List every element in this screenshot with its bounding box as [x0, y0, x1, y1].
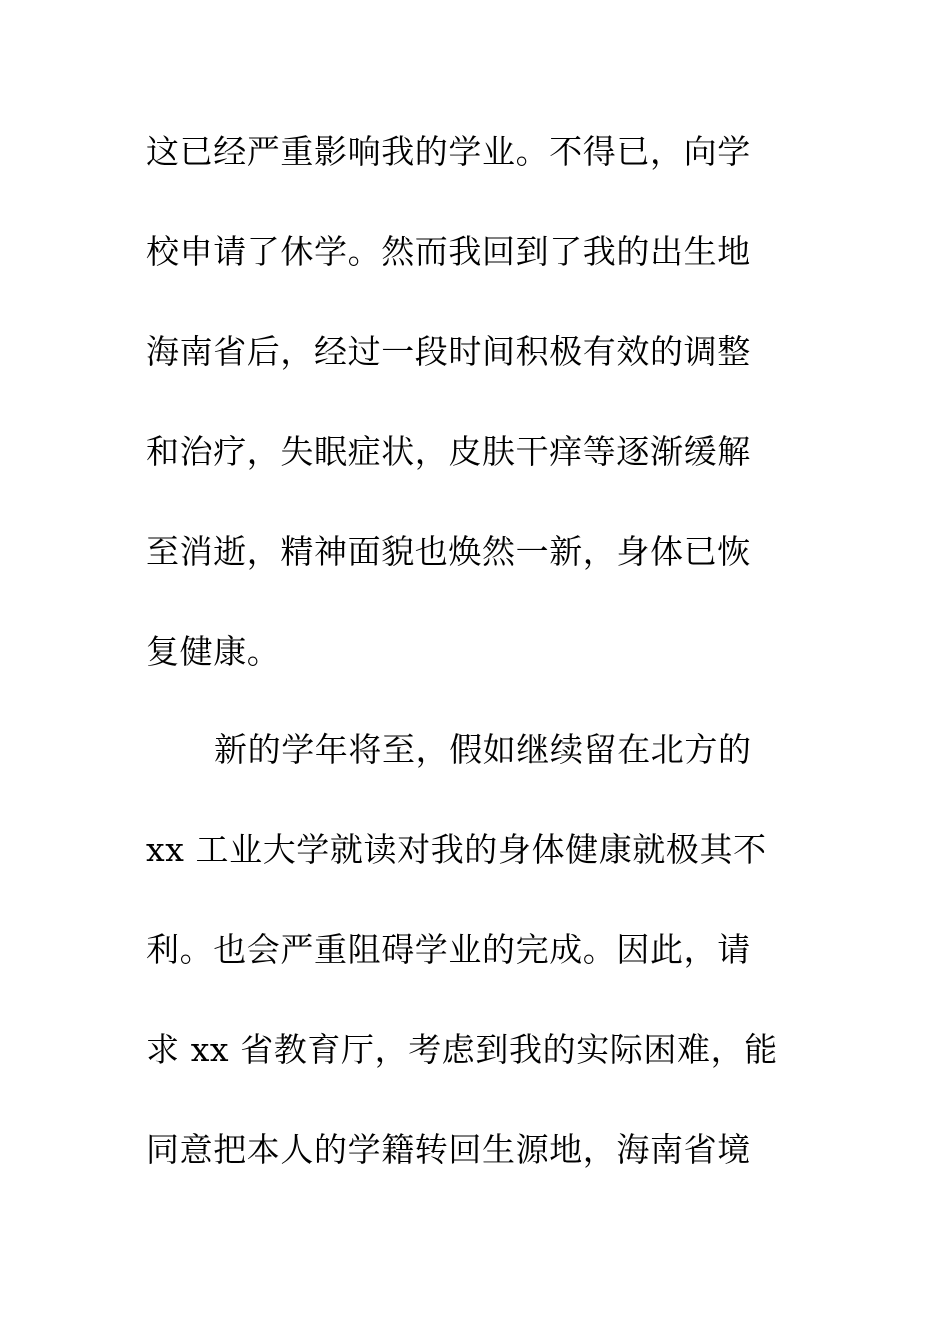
body-text-line: 复健康。: [146, 632, 281, 671]
body-text-line: xx 工业大学就读对我的身体健康就极其不: [146, 830, 767, 869]
body-text-line: 海南省后，经过一段时间积极有效的调整: [146, 332, 751, 371]
body-text-line: 利。也会严重阻碍学业的完成。因此，请: [146, 930, 751, 969]
body-text-line: 这已经严重影响我的学业。不得已，向学: [146, 132, 751, 171]
body-text-line: 和治疗，失眠症状，皮肤干痒等逐渐缓解: [146, 432, 751, 471]
body-text-line: 校申请了休学。然而我回到了我的出生地: [146, 232, 751, 271]
body-text-line: 求 xx 省教育厅，考虑到我的实际困难，能: [146, 1030, 778, 1069]
paragraph-first-line: 新的学年将至，假如继续留在北方的: [214, 730, 752, 769]
body-text-line: 至消逝，精神面貌也焕然一新，身体已恢: [146, 532, 751, 571]
body-text-line: 同意把本人的学籍转回生源地，海南省境: [146, 1130, 751, 1169]
